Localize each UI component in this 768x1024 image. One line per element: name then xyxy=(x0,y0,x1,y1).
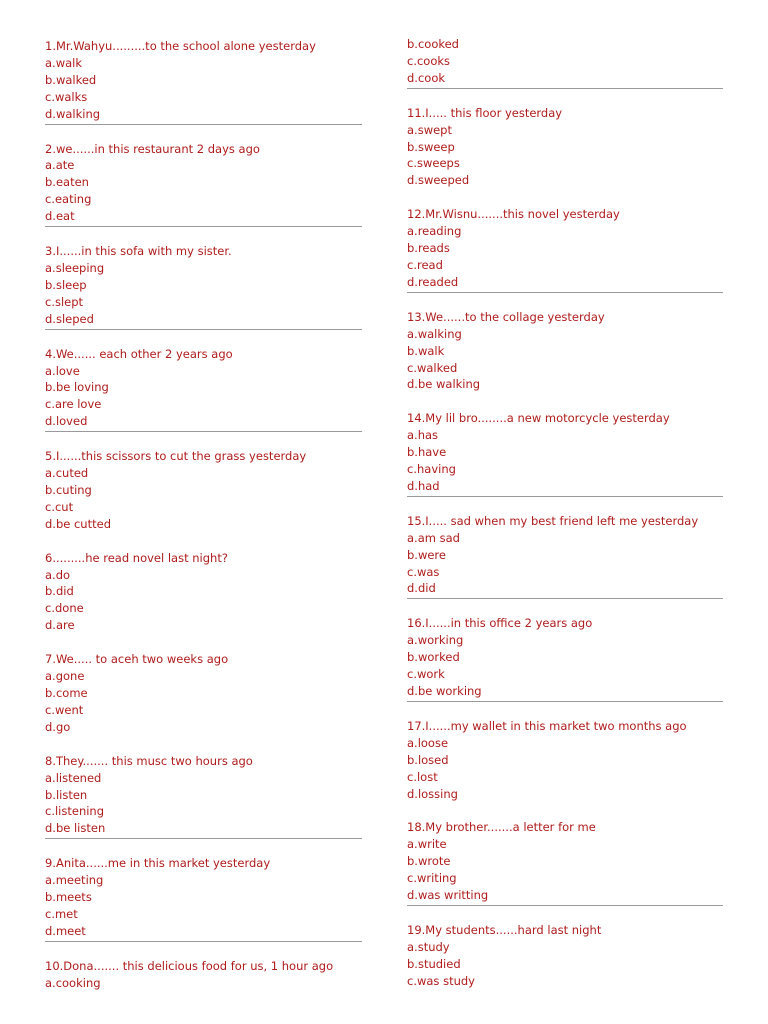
question-text: 3.I......in this sofa with my sister. xyxy=(45,244,232,259)
option-a: a.write xyxy=(407,837,447,852)
option-d: d.readed xyxy=(407,274,459,289)
option-d: d.eat xyxy=(45,209,75,224)
option-b: b.wrote xyxy=(407,854,451,869)
option-b: b.worked xyxy=(407,650,460,665)
question-block xyxy=(45,38,362,125)
question-text: 14.My lil bro........a new motorcycle yesterday xyxy=(407,411,670,426)
option-d: d.be cutted xyxy=(45,516,111,531)
option-d: d.be listen xyxy=(45,821,106,836)
option-b: b.walked xyxy=(45,72,97,87)
option-a: a.loose xyxy=(407,735,449,750)
option-d: d.be walking xyxy=(407,377,481,392)
question-text: 6.........he read novel last night? xyxy=(45,550,228,565)
option-a: a.cooking xyxy=(45,975,101,990)
option-b: b.cooked xyxy=(407,37,459,51)
question-text: 10.Dona....... this delicious food for us, 1 hour ago xyxy=(45,958,334,973)
option-b: b.be loving xyxy=(45,380,109,395)
option-c: c.having xyxy=(407,462,456,477)
option-c: c.listening xyxy=(45,804,105,819)
question-block xyxy=(45,958,362,993)
option-b: b.eaten xyxy=(45,175,89,190)
question-block xyxy=(45,855,362,942)
question-block xyxy=(45,243,362,330)
option-c: c.was xyxy=(407,564,440,579)
option-b: b.studied xyxy=(407,956,461,971)
left-column xyxy=(45,38,362,1009)
option-b: b.walk xyxy=(407,343,445,358)
question-block xyxy=(45,550,362,636)
question-block xyxy=(407,309,723,395)
question-text: 16.I......in this office 2 years ago xyxy=(407,616,593,631)
option-d: d.meet xyxy=(45,923,86,938)
option-c: c.went xyxy=(45,702,84,717)
option-b: b.were xyxy=(407,547,446,562)
option-d: d.loved xyxy=(45,414,88,429)
question-text: 12.Mr.Wisnu.......this novel yesterday xyxy=(407,207,620,222)
option-a: a.cuted xyxy=(45,466,89,481)
question-text: 8.They....... this musc two hours ago xyxy=(45,753,253,768)
option-b: b.listen xyxy=(45,787,88,802)
option-a: a.swept xyxy=(407,122,452,137)
option-c: c.writing xyxy=(407,871,457,886)
option-d: d.cook xyxy=(407,70,446,85)
option-a: a.walking xyxy=(407,326,462,341)
option-c: c.lost xyxy=(407,769,438,784)
option-a: a.listened xyxy=(45,770,102,785)
question-text: 4.We...... each other 2 years ago xyxy=(45,346,233,361)
option-d: d.had xyxy=(407,478,440,493)
question-block xyxy=(407,105,723,191)
option-a: a.reading xyxy=(407,224,462,239)
option-b: b.did xyxy=(45,584,74,599)
option-d: d.walking xyxy=(45,106,101,121)
option-a: a.do xyxy=(45,567,71,582)
option-d: d.was writting xyxy=(407,888,489,903)
question-block xyxy=(45,141,362,228)
question-block xyxy=(407,615,723,702)
option-c: c.walked xyxy=(407,360,458,375)
option-a: a.working xyxy=(407,633,464,648)
question-block xyxy=(407,410,723,497)
question-text: 7.We..... to aceh two weeks ago xyxy=(45,652,229,667)
question-text: 19.My students......hard last night xyxy=(407,922,602,937)
question-block xyxy=(407,718,723,804)
option-c: c.eating xyxy=(45,192,92,207)
option-a: a.am sad xyxy=(407,530,460,545)
option-b: b.have xyxy=(407,445,447,460)
option-d: d.sweeped xyxy=(407,173,470,188)
option-a: a.sleeping xyxy=(45,260,105,275)
option-a: a.gone xyxy=(45,669,85,684)
option-b: b.sleep xyxy=(45,277,87,292)
option-a: a.ate xyxy=(45,158,75,173)
option-c: c.read xyxy=(407,257,443,272)
question-text: 15.I..... sad when my best friend left me yesterday xyxy=(407,513,699,528)
question-text: 1.Mr.Wahyu.........to the school alone yesterday xyxy=(45,39,316,53)
option-b: b.reads xyxy=(407,241,450,256)
question-block xyxy=(407,513,723,600)
option-b: b.cuting xyxy=(45,482,92,497)
question-block xyxy=(45,651,362,737)
option-a: a.love xyxy=(45,363,80,378)
right-column xyxy=(407,38,723,1007)
option-d: d.did xyxy=(407,581,436,596)
question-text: 18.My brother.......a letter for me xyxy=(407,820,596,835)
question-text: 11.I..... this floor yesterday xyxy=(407,105,563,120)
option-a: a.meeting xyxy=(45,873,104,888)
question-block xyxy=(45,346,362,433)
question-block xyxy=(45,448,362,534)
option-c: c.sweeps xyxy=(407,156,460,171)
question-block xyxy=(407,819,723,906)
option-d: d.be working xyxy=(407,684,482,698)
option-c: c.cut xyxy=(45,499,74,514)
option-a: a.walk xyxy=(45,55,83,70)
option-c: c.was study xyxy=(407,973,475,988)
question-text: 9.Anita......me in this market yesterday xyxy=(45,856,271,871)
option-b: b.sweep xyxy=(407,139,455,154)
option-c: c.walks xyxy=(45,89,88,104)
question-block xyxy=(407,206,723,293)
option-c: c.met xyxy=(45,906,78,921)
question-text: 13.We......to the collage yesterday xyxy=(407,309,605,324)
option-b: b.losed xyxy=(407,752,449,767)
option-d: d.go xyxy=(45,719,71,734)
question-text: 5.I......this scissors to cut the grass yesterday xyxy=(45,449,307,464)
option-a: a.has xyxy=(407,428,439,443)
question-text: 17.I......my wallet in this market two months ago xyxy=(407,718,687,733)
question-block xyxy=(407,922,723,991)
option-c: c.are love xyxy=(45,397,102,412)
option-b: b.meets xyxy=(45,890,92,905)
option-c: c.slept xyxy=(45,294,84,309)
question-block xyxy=(45,753,362,840)
question-continuation xyxy=(407,36,723,89)
option-a: a.study xyxy=(407,939,450,954)
option-c: c.work xyxy=(407,667,445,682)
option-d: d.lossing xyxy=(407,786,458,801)
question-text: 2.we......in this restaurant 2 days ago xyxy=(45,141,260,156)
option-d: d.are xyxy=(45,618,75,633)
option-d: d.sleped xyxy=(45,311,94,326)
option-b: b.come xyxy=(45,686,88,700)
option-c: c.done xyxy=(45,601,84,616)
option-c: c.cooks xyxy=(407,53,451,68)
